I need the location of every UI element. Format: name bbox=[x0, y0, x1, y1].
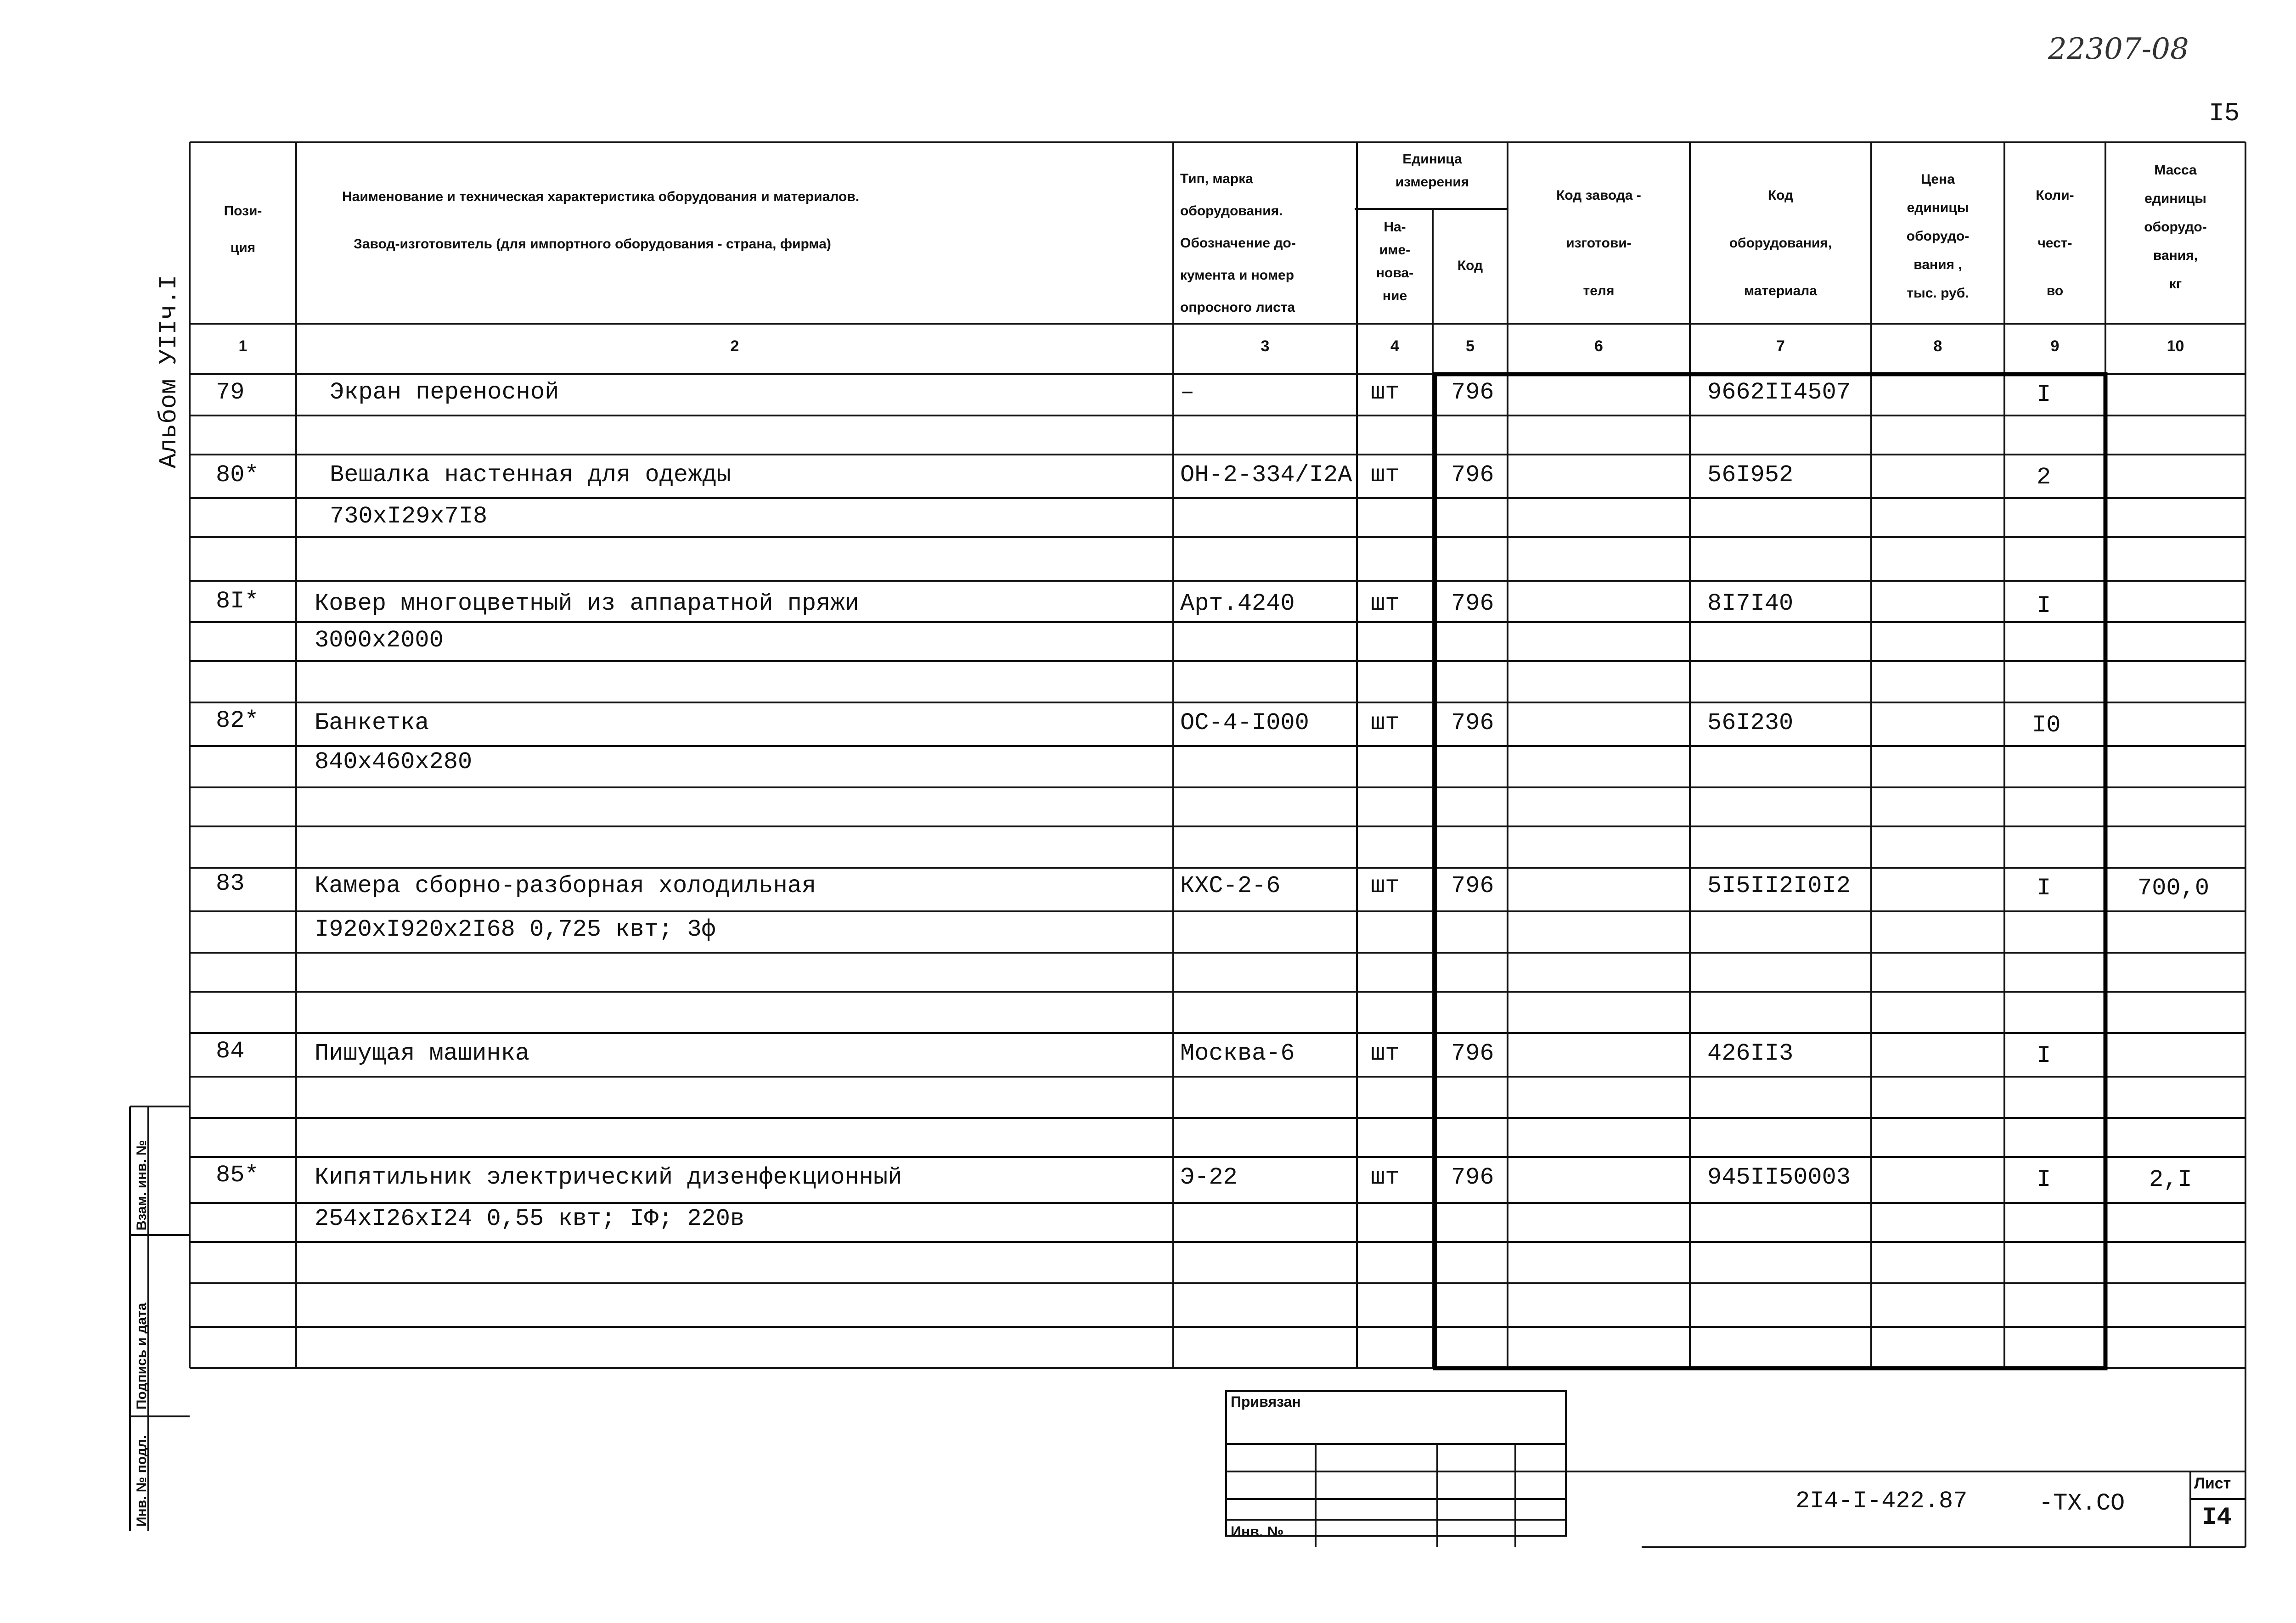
row-84-code: 796 bbox=[1451, 1040, 1494, 1067]
row-81-equip: 8I7I40 bbox=[1707, 590, 1794, 617]
row-80-equip: 56I952 bbox=[1707, 461, 1794, 489]
header-position: Пози- ция bbox=[224, 203, 262, 255]
row-80-unit: шт bbox=[1371, 461, 1400, 489]
row-80-code: 796 bbox=[1451, 461, 1494, 489]
row-85-pos: 85* bbox=[216, 1162, 259, 1189]
row-85-code: 796 bbox=[1451, 1164, 1494, 1191]
row-80-name: Вешалка настенная для одежды bbox=[330, 461, 731, 489]
colnum-8: 8 bbox=[1933, 337, 1942, 355]
stamp-attached-label: Привязан bbox=[1231, 1393, 1301, 1410]
row-81-pos: 8I* bbox=[216, 588, 259, 615]
row-83-qty: I bbox=[2037, 875, 2051, 902]
row-83-pos: 83 bbox=[216, 870, 245, 897]
row-82-spec: 840х460х280 bbox=[315, 748, 473, 775]
row-79-type: – bbox=[1180, 379, 1195, 406]
row-79-unit: шт bbox=[1371, 379, 1400, 406]
row-83-code: 796 bbox=[1451, 872, 1494, 899]
row-83-mass: 700,0 bbox=[2138, 875, 2210, 902]
colnum-1: 1 bbox=[238, 337, 248, 355]
colnum-4: 4 bbox=[1390, 337, 1399, 355]
row-85-unit: шт bbox=[1371, 1164, 1400, 1191]
row-83-equip: 5I5II2I0I2 bbox=[1707, 872, 1851, 899]
row-82-unit: шт bbox=[1371, 709, 1400, 736]
header-equip-code: Код оборудования, материала bbox=[1729, 188, 1832, 298]
row-84-unit: шт bbox=[1371, 1040, 1400, 1067]
row-84-qty: I bbox=[2037, 1042, 2051, 1069]
stamp-inv-label: Инв. № bbox=[1231, 1523, 1284, 1540]
row-85-equip: 945II50003 bbox=[1707, 1164, 1851, 1191]
row-82-qty: I0 bbox=[2032, 712, 2061, 739]
header-mass: Масса единицы оборудо- вания, кг bbox=[2144, 163, 2207, 292]
header-unit-code: Код bbox=[1457, 258, 1483, 273]
row-82-pos: 82* bbox=[216, 707, 259, 734]
row-82-type: ОС-4-I000 bbox=[1180, 709, 1309, 736]
header-price: Цена единицы оборудо- вания , тыс. руб. bbox=[1906, 172, 1970, 301]
colnum-3: 3 bbox=[1261, 337, 1270, 355]
row-84-equip: 426II3 bbox=[1707, 1040, 1794, 1067]
row-83-type: КХС-2-6 bbox=[1180, 872, 1281, 899]
row-85-mass: 2,I bbox=[2149, 1166, 2192, 1193]
row-85-spec: 254хI26хI24 0,55 квт; IФ; 220в bbox=[315, 1205, 745, 1232]
row-79-name: Экран переносной bbox=[330, 379, 559, 406]
side-stamp-signature-date: Подпись и дата bbox=[134, 1303, 149, 1410]
row-85-name: Кипятильник электрический дизенфекционный bbox=[315, 1164, 902, 1191]
stamp-doc-code: 2I4-I-422.87 bbox=[1795, 1488, 1968, 1515]
header-name-line2: Завод-изготовитель (для импортного оборудования - страна, фирма) bbox=[354, 236, 831, 252]
row-82-name: Банкетка bbox=[315, 709, 429, 736]
side-stamp-replace-inv: Взам. инв. № bbox=[134, 1140, 149, 1230]
colnum-5: 5 bbox=[1466, 337, 1474, 355]
header-unit-name: На- име- нова- ние bbox=[1376, 219, 1414, 303]
row-85-qty: I bbox=[2037, 1166, 2051, 1193]
colnum-10: 10 bbox=[2167, 337, 2184, 355]
row-83-unit: шт bbox=[1371, 872, 1400, 899]
row-81-type: Арт.4240 bbox=[1180, 590, 1295, 617]
row-82-equip: 56I230 bbox=[1707, 709, 1794, 736]
row-83-name: Камера сборно-разборная холодильная bbox=[315, 872, 816, 899]
row-84-name: Пишущая машинка bbox=[315, 1040, 530, 1067]
row-83-spec: I920хI920х2I68 0,725 квт; 3ф bbox=[315, 916, 716, 943]
row-81-name: Ковер многоцветный из аппаратной пряжи bbox=[315, 590, 859, 617]
row-79-pos: 79 bbox=[216, 379, 245, 406]
header-unit: Единица измерения bbox=[1395, 152, 1469, 190]
row-80-type: ОН-2-334/I2А bbox=[1180, 461, 1352, 489]
row-84-type: Москва-6 bbox=[1180, 1040, 1295, 1067]
stamp-doc-suffix: -ТХ.СО bbox=[2039, 1490, 2125, 1517]
stamp-sheet-number: I4 bbox=[2202, 1504, 2232, 1532]
handwritten-code: 22307-08 bbox=[2048, 32, 2189, 66]
row-79-qty: I bbox=[2037, 381, 2051, 408]
stamp-sheet-label: Лист bbox=[2194, 1475, 2231, 1492]
colnum-7: 7 bbox=[1776, 337, 1785, 355]
row-80-qty: 2 bbox=[2037, 464, 2051, 491]
row-84-pos: 84 bbox=[216, 1038, 245, 1065]
row-81-qty: I bbox=[2037, 592, 2051, 619]
row-85-type: Э-22 bbox=[1180, 1164, 1238, 1191]
header-factory: Код завода - изготови- теля bbox=[1556, 188, 1641, 298]
row-79-equip: 9662II4507 bbox=[1707, 379, 1851, 406]
row-81-spec: 3000х2000 bbox=[315, 627, 444, 654]
header-qty: Коли- чест- во bbox=[2036, 188, 2074, 298]
page-number: I5 bbox=[2209, 99, 2240, 128]
colnum-2: 2 bbox=[730, 337, 739, 355]
side-stamp-inv-original: Инв. № подл. bbox=[134, 1435, 149, 1527]
colnum-6: 6 bbox=[1594, 337, 1603, 355]
header-name-line1: Наименование и техническая характеристика оборудования и материалов. bbox=[342, 189, 860, 204]
colnum-9: 9 bbox=[2050, 337, 2060, 355]
row-81-code: 796 bbox=[1451, 590, 1494, 617]
header-type: Тип, марка оборудования. Обозначение до- кумента и номер опросного листа bbox=[1180, 171, 1296, 315]
row-82-code: 796 bbox=[1451, 709, 1494, 736]
row-79-code: 796 bbox=[1451, 379, 1494, 406]
row-80-pos: 80* bbox=[216, 461, 259, 489]
row-80-spec: 730хI29х7I8 bbox=[330, 503, 488, 530]
album-label: Альбом УIIч.I bbox=[155, 275, 183, 468]
row-81-unit: шт bbox=[1371, 590, 1400, 617]
